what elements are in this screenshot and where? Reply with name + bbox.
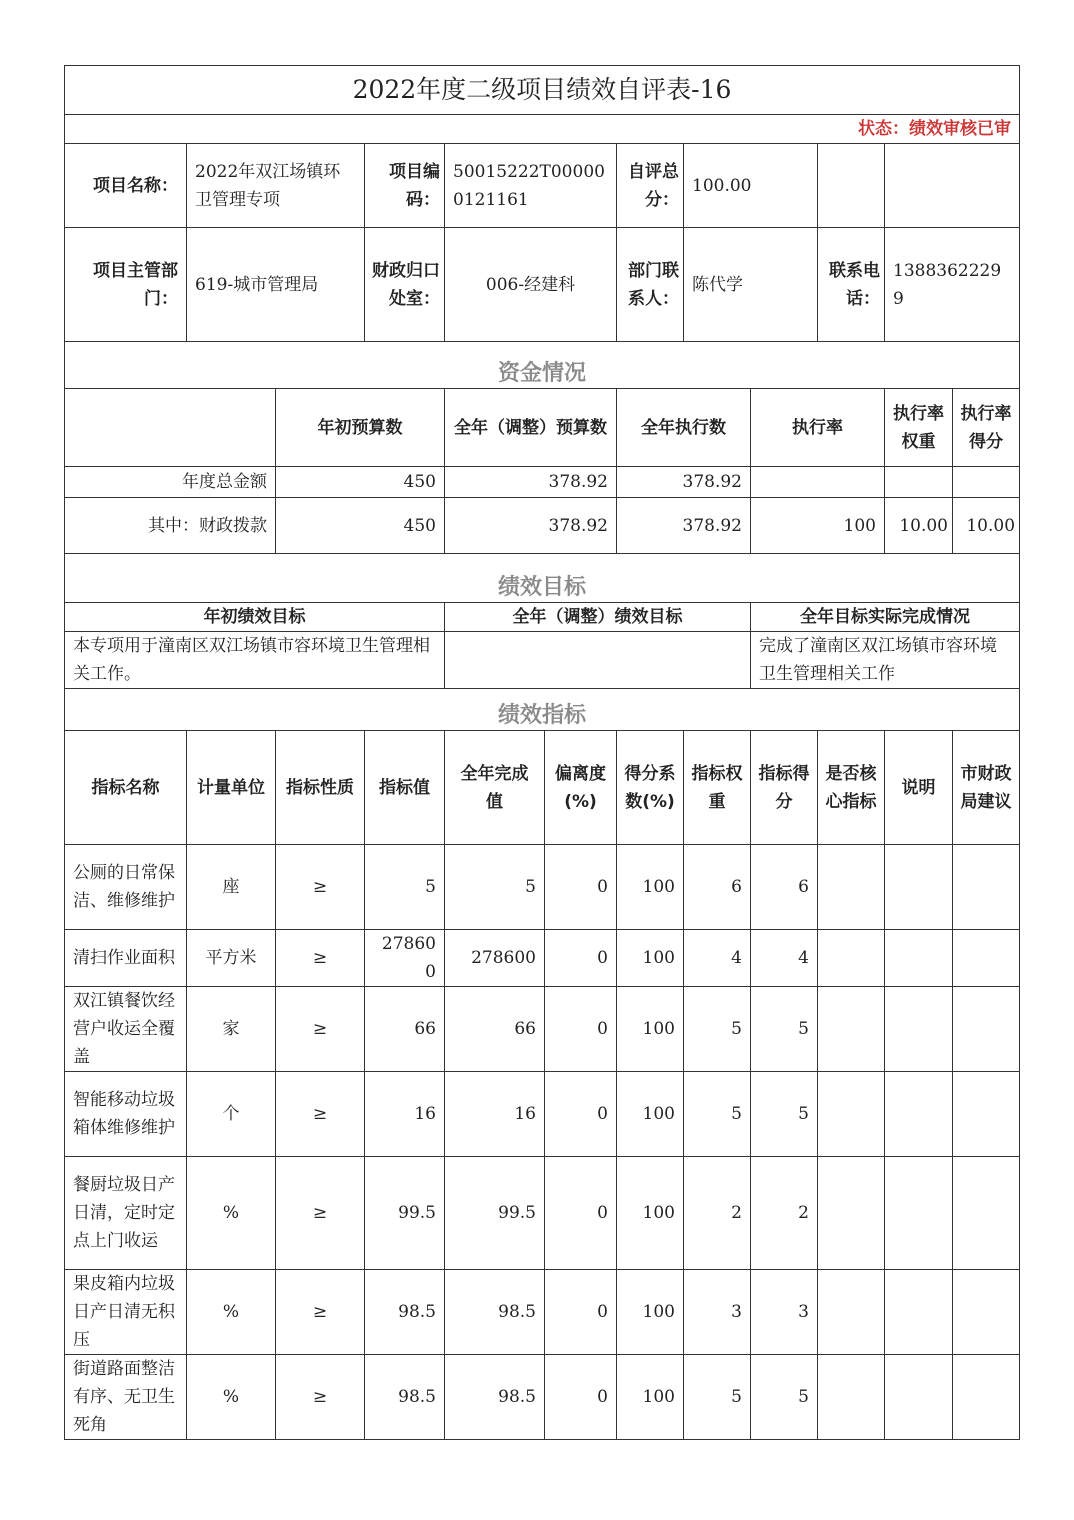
ind-note (885, 1157, 953, 1270)
ind-header-actual: 全年完成值 (445, 731, 545, 845)
ind-coef: 100 (617, 1072, 684, 1157)
ind-actual: 5 (445, 845, 545, 930)
ind-target: 98.5 (365, 1355, 445, 1440)
funds-score: 10.00 (953, 498, 1020, 554)
funds-adjusted: 378.92 (445, 498, 617, 554)
ind-unit: % (187, 1355, 276, 1440)
ind-nature: ≥ (276, 1157, 365, 1270)
evaluation-form (64, 65, 1019, 1440)
ind-actual: 278600 (445, 930, 545, 987)
funds-weight (885, 467, 953, 498)
ind-advice (953, 1157, 1020, 1270)
page-title: 2022年度二级项目绩效自评表-16 (65, 66, 1020, 115)
ind-weight: 5 (684, 1072, 751, 1157)
funds-row-label: 年度总金额 (65, 467, 276, 498)
ind-header-advice: 市财政局建议 (953, 731, 1020, 845)
ind-actual: 16 (445, 1072, 545, 1157)
ind-core (818, 930, 885, 987)
ind-score: 4 (751, 930, 818, 987)
phone-value: 13883622299 (885, 228, 1020, 342)
funds-initial: 450 (276, 467, 445, 498)
funds-executed: 378.92 (617, 498, 751, 554)
ind-coef: 100 (617, 930, 684, 987)
ind-note (885, 1072, 953, 1157)
ind-deviation: 0 (545, 987, 617, 1072)
table-row (65, 845, 1020, 930)
ind-weight: 4 (684, 930, 751, 987)
goals-header-initial: 年初绩效目标 (65, 603, 445, 632)
ind-score: 6 (751, 845, 818, 930)
contact-label: 部门联系人： (617, 228, 684, 342)
ind-header-weight: 指标权重 (684, 731, 751, 845)
ind-name: 餐厨垃圾日产日清，定时定点上门收运 (65, 1157, 187, 1270)
table-row (65, 1355, 1020, 1440)
goals-header-actual: 全年目标实际完成情况 (751, 603, 1020, 632)
ind-weight: 5 (684, 987, 751, 1072)
table-row (65, 1072, 1020, 1157)
ind-note (885, 845, 953, 930)
ind-nature: ≥ (276, 930, 365, 987)
table-row (65, 987, 1020, 1072)
project-code-label: 项目编码： (365, 144, 445, 228)
goals-adjusted-text (445, 632, 751, 689)
ind-nature: ≥ (276, 1072, 365, 1157)
ind-header-name: 指标名称 (65, 731, 187, 845)
ind-unit: 座 (187, 845, 276, 930)
dept-value: 619-城市管理局 (187, 228, 365, 342)
ind-name: 双江镇餐饮经营户收运全覆盖 (65, 987, 187, 1072)
ind-coef: 100 (617, 845, 684, 930)
ind-advice (953, 1355, 1020, 1440)
ind-actual: 66 (445, 987, 545, 1072)
ind-coef: 100 (617, 1355, 684, 1440)
ind-core (818, 1072, 885, 1157)
ind-nature: ≥ (276, 845, 365, 930)
ind-note (885, 1355, 953, 1440)
ind-note (885, 1270, 953, 1355)
ind-nature: ≥ (276, 987, 365, 1072)
ind-actual: 98.5 (445, 1270, 545, 1355)
ind-actual: 99.5 (445, 1157, 545, 1270)
ind-deviation: 0 (545, 1270, 617, 1355)
funds-header-initial: 年初预算数 (276, 389, 445, 467)
ind-header-unit: 计量单位 (187, 731, 276, 845)
ind-header-deviation: 偏离度(%) (545, 731, 617, 845)
ind-score: 5 (751, 987, 818, 1072)
funds-row-label: 其中：财政拨款 (65, 498, 276, 554)
ind-header-core: 是否核心指标 (818, 731, 885, 845)
funds-header-score: 执行率得分 (953, 389, 1020, 467)
ind-score: 5 (751, 1355, 818, 1440)
ind-deviation: 0 (545, 1157, 617, 1270)
funds-rate (751, 467, 885, 498)
ind-advice (953, 987, 1020, 1072)
ind-nature: ≥ (276, 1355, 365, 1440)
status-badge: 状态：绩效审核已审 (65, 115, 1020, 144)
ind-unit: 家 (187, 987, 276, 1072)
project-code-value: 50015222T000000121161 (445, 144, 617, 228)
funds-weight: 10.00 (885, 498, 953, 554)
ind-core (818, 1157, 885, 1270)
ind-note (885, 987, 953, 1072)
ind-deviation: 0 (545, 845, 617, 930)
ind-name: 街道路面整洁有序、无卫生死角 (65, 1355, 187, 1440)
ind-coef: 100 (617, 1157, 684, 1270)
ind-advice (953, 845, 1020, 930)
funds-score (953, 467, 1020, 498)
ind-name: 清扫作业面积 (65, 930, 187, 987)
indicators-section-title: 绩效指标 (65, 689, 1020, 731)
contact-value: 陈代学 (684, 228, 818, 342)
ind-target: 5 (365, 845, 445, 930)
ind-header-note: 说明 (885, 731, 953, 845)
ind-target: 16 (365, 1072, 445, 1157)
ind-score: 3 (751, 1270, 818, 1355)
funds-rate: 100 (751, 498, 885, 554)
phone-label: 联系电话： (818, 228, 885, 342)
ind-header-target: 指标值 (365, 731, 445, 845)
ind-name: 公厕的日常保洁、维修维护 (65, 845, 187, 930)
project-name-value: 2022年双江场镇环卫管理专项 (187, 144, 365, 228)
ind-unit: % (187, 1157, 276, 1270)
funds-adjusted: 378.92 (445, 467, 617, 498)
ind-unit: 个 (187, 1072, 276, 1157)
ind-note (885, 930, 953, 987)
goals-actual-text: 完成了潼南区双江场镇市容环境卫生管理相关工作 (751, 632, 1020, 689)
ind-score: 2 (751, 1157, 818, 1270)
ind-header-nature: 指标性质 (276, 731, 365, 845)
ind-weight: 5 (684, 1355, 751, 1440)
dept-label: 项目主管部门： (65, 228, 187, 342)
ind-core (818, 845, 885, 930)
ind-deviation: 0 (545, 930, 617, 987)
funds-executed: 378.92 (617, 467, 751, 498)
goals-section-title: 绩效目标 (65, 554, 1020, 603)
ind-coef: 100 (617, 1270, 684, 1355)
empty-cell (818, 144, 885, 228)
form-table (64, 65, 1020, 1440)
funds-header-blank (65, 389, 276, 467)
funds-section-title: 资金情况 (65, 342, 1020, 389)
ind-advice (953, 1270, 1020, 1355)
ind-coef: 100 (617, 987, 684, 1072)
ind-core (818, 1355, 885, 1440)
ind-core (818, 1270, 885, 1355)
finance-office-value: 006-经建科 (445, 228, 617, 342)
ind-deviation: 0 (545, 1072, 617, 1157)
ind-core (818, 987, 885, 1072)
ind-nature: ≥ (276, 1270, 365, 1355)
self-score-value: 100.00 (684, 144, 818, 228)
funds-header-rate: 执行率 (751, 389, 885, 467)
ind-header-coef: 得分系数(%) (617, 731, 684, 845)
ind-advice (953, 1072, 1020, 1157)
table-row (65, 1270, 1020, 1355)
ind-weight: 3 (684, 1270, 751, 1355)
empty-cell (885, 144, 1020, 228)
table-row (65, 1157, 1020, 1270)
goals-initial-text: 本专项用于潼南区双江场镇市容环境卫生管理相关工作。 (65, 632, 445, 689)
funds-header-adjusted: 全年（调整）预算数 (445, 389, 617, 467)
ind-score: 5 (751, 1072, 818, 1157)
ind-weight: 6 (684, 845, 751, 930)
ind-header-score: 指标得分 (751, 731, 818, 845)
project-name-label: 项目名称： (65, 144, 187, 228)
goals-header-adjusted: 全年（调整）绩效目标 (445, 603, 751, 632)
ind-unit: % (187, 1270, 276, 1355)
ind-name: 果皮箱内垃圾日产日清无积压 (65, 1270, 187, 1355)
self-score-label: 自评总分： (617, 144, 684, 228)
ind-name: 智能移动垃圾箱体维修维护 (65, 1072, 187, 1157)
ind-actual: 98.5 (445, 1355, 545, 1440)
ind-deviation: 0 (545, 1355, 617, 1440)
table-row (65, 930, 1020, 987)
ind-target: 66 (365, 987, 445, 1072)
ind-unit: 平方米 (187, 930, 276, 987)
ind-target: 278600 (365, 930, 445, 987)
ind-weight: 2 (684, 1157, 751, 1270)
ind-advice (953, 930, 1020, 987)
funds-header-executed: 全年执行数 (617, 389, 751, 467)
ind-target: 98.5 (365, 1270, 445, 1355)
finance-office-label: 财政归口处室： (365, 228, 445, 342)
ind-target: 99.5 (365, 1157, 445, 1270)
funds-header-weight: 执行率权重 (885, 389, 953, 467)
funds-initial: 450 (276, 498, 445, 554)
